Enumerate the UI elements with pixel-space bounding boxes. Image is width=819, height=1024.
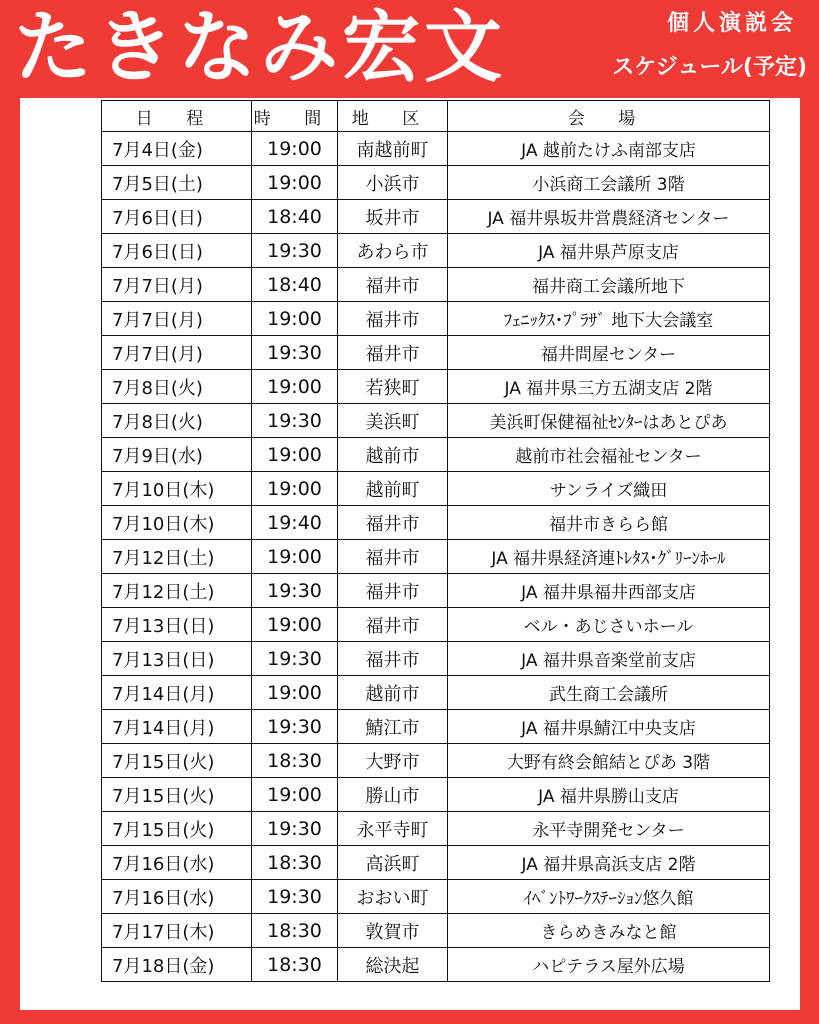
row-time: 19:00: [252, 370, 338, 404]
candidate-name-title: たきなみ宏文: [14, 3, 507, 93]
row-venue: ﾌｪﾆｯｸｽ･ﾌﾟﾗｻﾞ 地下大会議室: [448, 302, 770, 336]
row-date: 7月7日(月): [102, 336, 252, 370]
row-venue: 永平寺開発センター: [448, 812, 770, 846]
row-venue: JA 福井県三方五湖支店 2階: [448, 370, 770, 404]
row-area: 福井市: [338, 540, 448, 574]
row-venue: JA 福井県鯖江中央支店: [448, 710, 770, 744]
column-header-venue: 会 場: [448, 101, 770, 132]
row-venue: JA 福井県福井西部支店: [448, 574, 770, 608]
row-venue: ベル・あじさいホール: [448, 608, 770, 642]
row-date: 7月6日(日): [102, 234, 252, 268]
row-time: 19:00: [252, 166, 338, 200]
row-time: 19:00: [252, 472, 338, 506]
row-area: 大野市: [338, 744, 448, 778]
table-row: [102, 642, 770, 676]
row-venue: サンライズ織田: [448, 472, 770, 506]
row-date: 7月15日(火): [102, 812, 252, 846]
row-date: 7月13日(日): [102, 642, 252, 676]
table-row: [102, 370, 770, 404]
row-time: 19:00: [252, 540, 338, 574]
row-date: 7月4日(金): [102, 132, 252, 166]
row-date: 7月14日(月): [102, 710, 252, 744]
row-time: 18:30: [252, 744, 338, 778]
table-header-row: [102, 101, 770, 132]
subtitle-speech-meeting: 個人演説会: [666, 11, 797, 36]
table-row: [102, 846, 770, 880]
row-time: 19:30: [252, 642, 338, 676]
row-venue: 福井問屋センター: [448, 336, 770, 370]
row-venue: きらめきみなと館: [448, 914, 770, 948]
row-time: 19:00: [252, 132, 338, 166]
table-row: [102, 710, 770, 744]
row-date: 7月14日(月): [102, 676, 252, 710]
row-area: 福井市: [338, 608, 448, 642]
table-row: [102, 438, 770, 472]
table-row: [102, 540, 770, 574]
row-time: 19:00: [252, 778, 338, 812]
row-venue: 越前市社会福祉センター: [448, 438, 770, 472]
row-venue: 小浜商工会議所 3階: [448, 166, 770, 200]
row-venue: 武生商工会議所: [448, 676, 770, 710]
row-area: 坂井市: [338, 200, 448, 234]
row-area: あわら市: [338, 234, 448, 268]
row-date: 7月13日(日): [102, 608, 252, 642]
row-area: 美浜町: [338, 404, 448, 438]
table-row: [102, 880, 770, 914]
column-header-date: 日 程: [102, 101, 252, 132]
row-area: 高浜町: [338, 846, 448, 880]
row-venue: JA 越前たけふ南部支店: [448, 132, 770, 166]
row-date: 7月16日(水): [102, 846, 252, 880]
table-row: [102, 812, 770, 846]
row-venue: 美浜町保健福祉ｾﾝﾀｰはあとぴあ: [448, 404, 770, 438]
row-time: 18:30: [252, 914, 338, 948]
schedule-rows: [102, 132, 770, 982]
row-area: 福井市: [338, 268, 448, 302]
row-time: 18:30: [252, 948, 338, 982]
row-area: 南越前町: [338, 132, 448, 166]
row-area: おおい町: [338, 880, 448, 914]
table-row: [102, 200, 770, 234]
row-area: 福井市: [338, 642, 448, 676]
table-row: [102, 676, 770, 710]
row-venue: JA 福井県勝山支店: [448, 778, 770, 812]
row-date: 7月7日(月): [102, 268, 252, 302]
table-row: [102, 166, 770, 200]
row-area: 鯖江市: [338, 710, 448, 744]
table-row: [102, 506, 770, 540]
row-time: 19:30: [252, 336, 338, 370]
row-time: 19:00: [252, 676, 338, 710]
row-date: 7月9日(水): [102, 438, 252, 472]
table-row: [102, 914, 770, 948]
row-venue: 福井商工会議所地下: [448, 268, 770, 302]
row-area: 越前町: [338, 472, 448, 506]
row-venue: 福井市きらら館: [448, 506, 770, 540]
row-date: 7月5日(土): [102, 166, 252, 200]
row-venue: JA 福井県音楽堂前支店: [448, 642, 770, 676]
row-area: 福井市: [338, 574, 448, 608]
subtitle-schedule: スケジュール(予定): [612, 55, 807, 80]
row-date: 7月18日(金): [102, 948, 252, 982]
row-area: 福井市: [338, 506, 448, 540]
table-row: [102, 778, 770, 812]
row-area: 勝山市: [338, 778, 448, 812]
row-time: 19:30: [252, 574, 338, 608]
row-area: 小浜市: [338, 166, 448, 200]
row-date: 7月10日(木): [102, 506, 252, 540]
row-area: 若狭町: [338, 370, 448, 404]
row-date: 7月10日(木): [102, 472, 252, 506]
row-date: 7月12日(土): [102, 574, 252, 608]
row-area: 敦賀市: [338, 914, 448, 948]
row-time: 19:40: [252, 506, 338, 540]
row-date: 7月7日(月): [102, 302, 252, 336]
row-date: 7月15日(火): [102, 744, 252, 778]
table-row: [102, 268, 770, 302]
table-row: [102, 404, 770, 438]
row-venue: JA 福井県経済連ﾄﾚﾀｽ･ｸﾞﾘｰﾝﾎｰﾙ: [448, 540, 770, 574]
row-time: 19:00: [252, 608, 338, 642]
row-time: 19:30: [252, 404, 338, 438]
table-row: [102, 234, 770, 268]
row-area: 福井市: [338, 336, 448, 370]
row-venue: 大野有終会館結とぴあ 3階: [448, 744, 770, 778]
row-time: 18:40: [252, 200, 338, 234]
table-row: [102, 336, 770, 370]
row-time: 19:00: [252, 438, 338, 472]
row-area: 福井市: [338, 302, 448, 336]
row-date: 7月15日(火): [102, 778, 252, 812]
row-venue: JA 福井県坂井営農経済センター: [448, 200, 770, 234]
row-date: 7月8日(火): [102, 370, 252, 404]
column-header-time: 時 間: [252, 101, 338, 132]
table-row: [102, 302, 770, 336]
schedule-panel: [20, 98, 800, 1010]
table-row: [102, 574, 770, 608]
row-area: 永平寺町: [338, 812, 448, 846]
row-time: 18:30: [252, 846, 338, 880]
row-area: 越前市: [338, 676, 448, 710]
schedule-table: [101, 100, 770, 982]
row-venue: JA 福井県芦原支店: [448, 234, 770, 268]
row-date: 7月12日(土): [102, 540, 252, 574]
row-time: 19:30: [252, 880, 338, 914]
table-row: [102, 608, 770, 642]
row-time: 19:00: [252, 302, 338, 336]
row-date: 7月8日(火): [102, 404, 252, 438]
row-date: 7月16日(水): [102, 880, 252, 914]
row-area: 総決起: [338, 948, 448, 982]
table-row: [102, 948, 770, 982]
row-time: 19:30: [252, 812, 338, 846]
table-row: [102, 472, 770, 506]
row-time: 19:30: [252, 710, 338, 744]
row-date: 7月17日(木): [102, 914, 252, 948]
row-time: 18:40: [252, 268, 338, 302]
table-row: [102, 132, 770, 166]
row-venue: ハピテラス屋外広場: [448, 948, 770, 982]
row-date: 7月6日(日): [102, 200, 252, 234]
table-row: [102, 744, 770, 778]
row-venue: JA 福井県高浜支店 2階: [448, 846, 770, 880]
row-venue: ｲﾍﾞﾝﾄﾜｰｸｽﾃｰｼｮﾝ悠久館: [448, 880, 770, 914]
row-area: 越前市: [338, 438, 448, 472]
header: [0, 0, 819, 96]
column-header-area: 地 区: [338, 101, 448, 132]
row-time: 19:30: [252, 234, 338, 268]
